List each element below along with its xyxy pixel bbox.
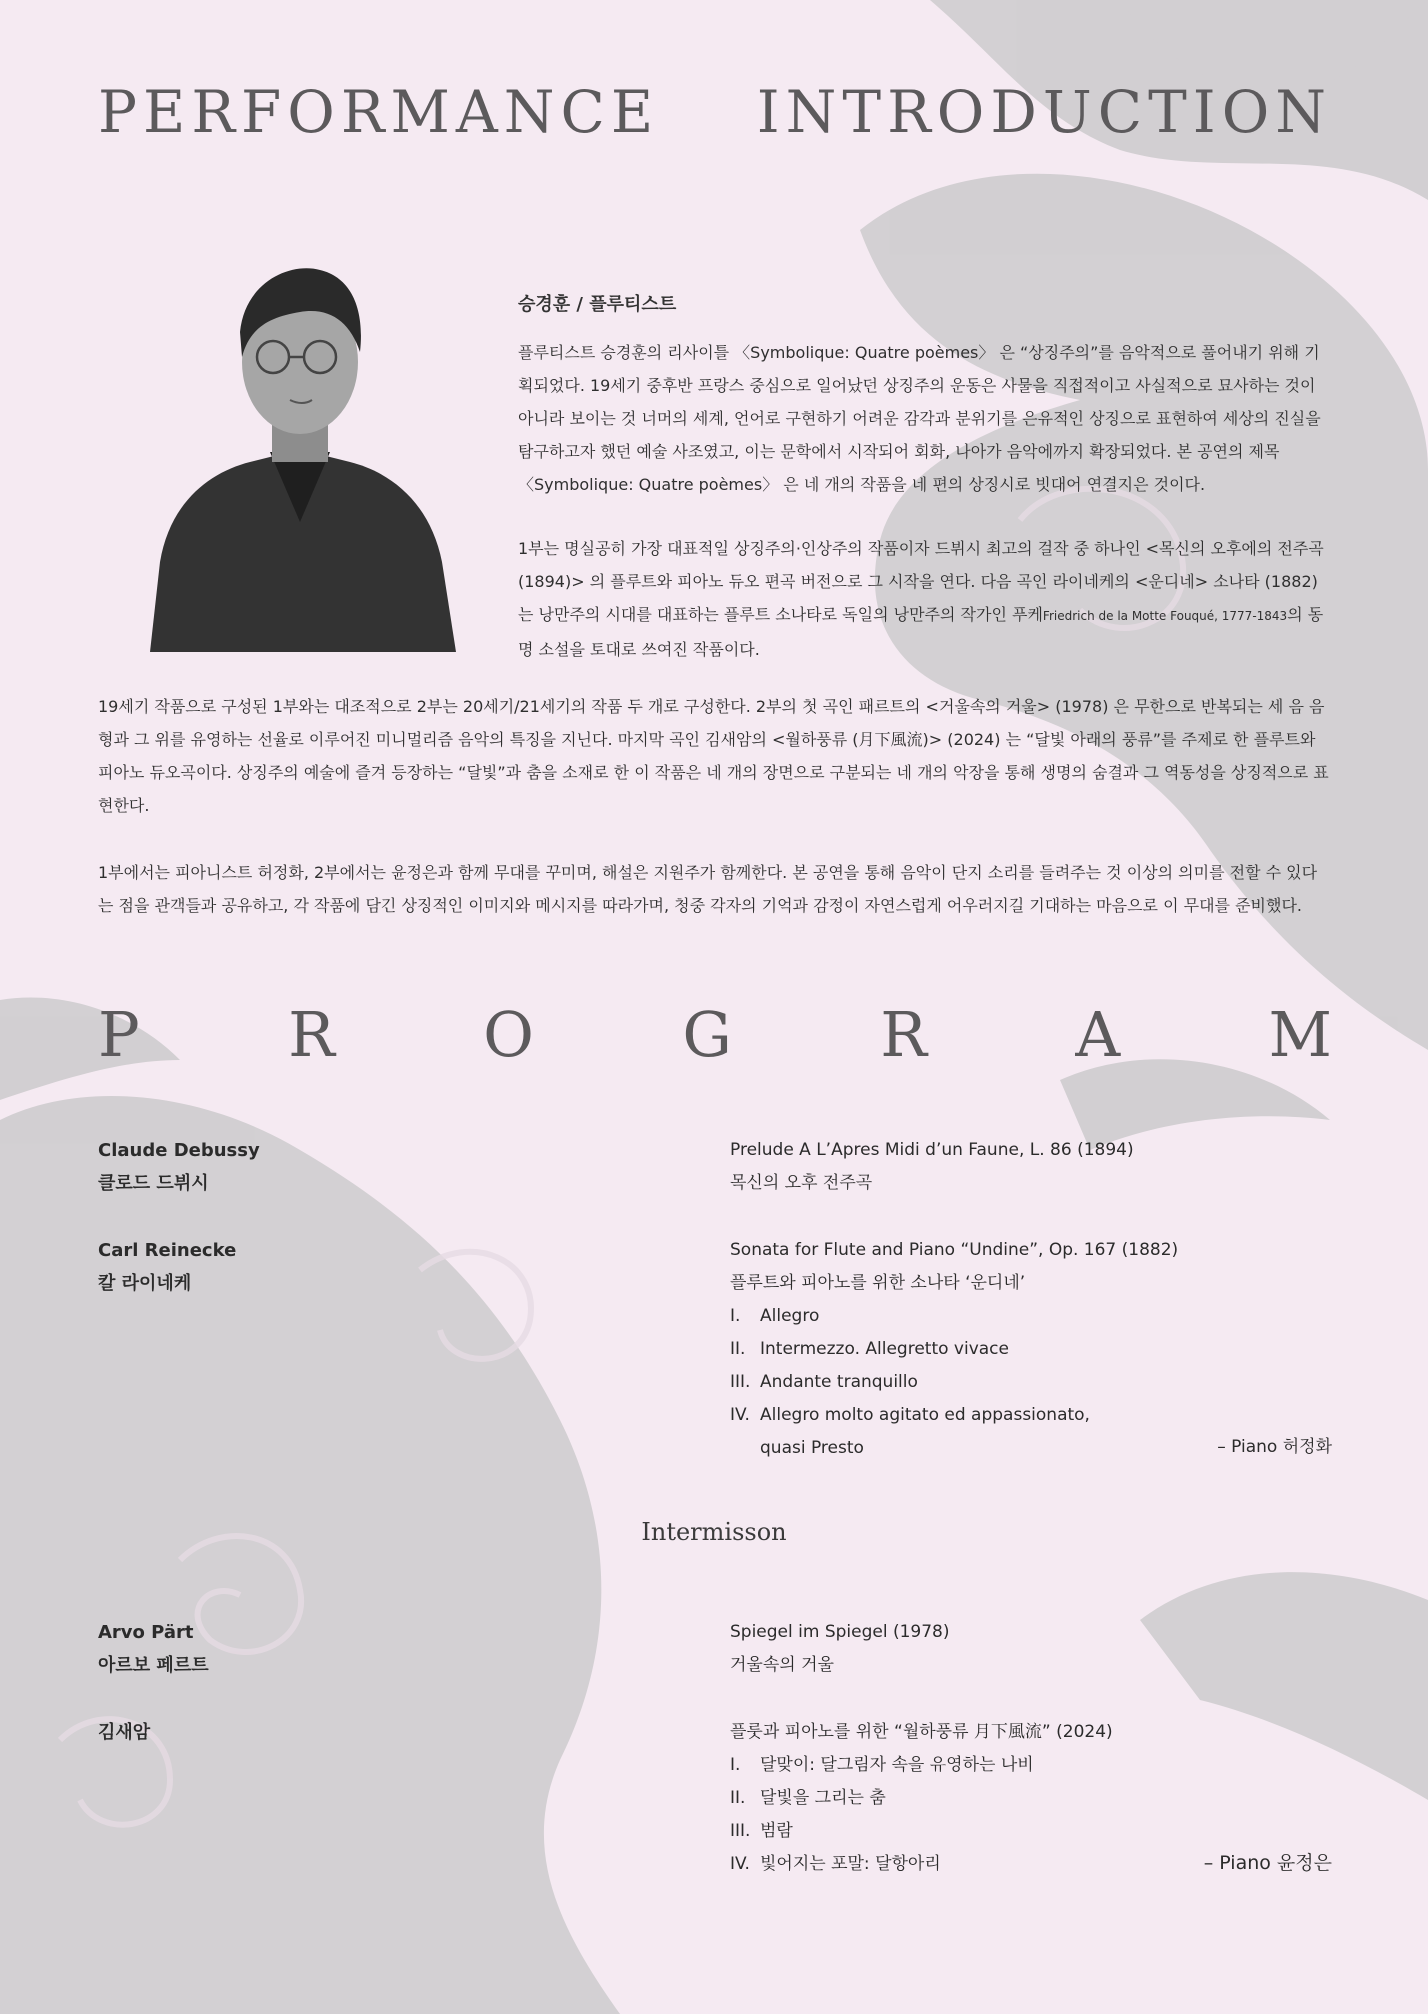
movement-item [730, 1782, 1332, 1815]
composer-reinecke [98, 1234, 236, 1300]
movement-item [730, 1399, 1332, 1432]
bio-paragraph-2 [518, 532, 1332, 666]
movement-number: IV. [730, 1854, 750, 1874]
composer-part [98, 1616, 209, 1682]
movement-number: II. [730, 1339, 746, 1359]
performer-credit-2: – Piano 윤정은 [1203, 1852, 1332, 1874]
page-title [98, 78, 1332, 146]
movement-name: 달빛을 그리는 춤 [760, 1788, 886, 1808]
work-part [730, 1616, 1332, 1682]
composer-name-ko: 칼 라이네케 [98, 1273, 192, 1294]
movement-item [730, 1300, 1332, 1333]
movement-number: III. [730, 1821, 751, 1841]
intro-paragraph-3: 19세기 작품으로 구성된 1부와는 대조적으로 2부는 20세기/21세기의 작품 두 개로 구성한다. 2부의 첫 곡인 패르트의 <거울속의 거울> (1978) 은 무한으로 반복되는 세 음 음형과 그 위를 유영하는 선율로 이루어진 미니멀리즘 음악의 특징을 지닌다. 마지막 곡인 김새암의 <월하풍류 (月下風流)> (2024) 는 “달빛 아래의 풍류”를 주제로 한 플루트와 피아노 듀오곡이다. 상징주의 예술에 즐겨 등장하는 “달빛”과 춤을 소재로 한 이 작품은 네 개의 장면으로 구분되는 네 개의 악장을 통해 생명의 숨결과 그 역동성을 상징적으로 표현한다. [98, 697, 1329, 815]
movement-item [730, 1366, 1332, 1399]
intro-paragraph-4: 1부에서는 피아니스트 허정화, 2부에서는 윤정은과 함께 무대를 꾸미며, 해설은 지원주가 함께한다. 본 공연을 통해 음악이 단지 소리를 들려주는 것 이상의 의미를 전할 수 있다는 점을 관객들과 공유하고, 각 작품에 담긴 상징적인 이미지와 메시지를 따라가며, 청중 각자의 기억과 감정이 자연스럽게 어우러지길 기대하는 마음으로 이 무대를 준비했다. [98, 863, 1318, 915]
movement-name: Intermezzo. Allegretto vivace [760, 1339, 1009, 1359]
movement-number: II. [730, 1788, 746, 1808]
composer-name-en: Arvo Pärt [98, 1622, 194, 1643]
composer-debussy [98, 1134, 260, 1200]
work-title: Prelude A L’Apres Midi d’un Faune, L. 86 (1894) [730, 1140, 1134, 1160]
composer-name-en: Claude Debussy [98, 1140, 260, 1161]
program-letter: P [98, 998, 140, 1071]
program-letter: G [682, 998, 732, 1071]
program-letter: R [288, 998, 335, 1071]
composer-name-ko: 김새암 [98, 1722, 151, 1743]
movement-name: Andante tranquillo [760, 1372, 918, 1392]
work-subtitle: 거울속의 거울 [730, 1655, 834, 1675]
work-title: Sonata for Flute and Piano “Undine”, Op. 167 (1882) [730, 1240, 1179, 1260]
performer-portrait [150, 262, 456, 652]
work-title: 플룻과 피아노를 위한 “월하풍류 月下風流” (2024) [730, 1722, 1113, 1742]
movement-number: IV. [730, 1405, 750, 1425]
bio-paragraph-2-end: 의 동명 소설을 토대로 쓰여진 작품이다. [518, 605, 1324, 659]
movement-number: I. [730, 1306, 741, 1326]
bio-paragraph-1: 플루티스트 승경훈의 리사이틀 〈Symbolique: Quatre poèmes〉 은 “상징주의”를 음악적으로 풀어내기 위해 기획되었다. 19세기 중후반 프랑스 중심으로 일어났던 상징주의 운동은 사물을 직접적이고 사실적으로 묘사하는 것이 아니라 보이는 것 너머의 세계, 언어로 구현하기 어려운 감각과 분위기를 은유적인 상징으로 표현하여 세상의 진실을 탐구하고자 했던 예술 사조였고, 이는 문학에서 시작되어 회화, 나아가 음악에까지 확장되었다. 본 공연의 제목 〈Symbolique: Quatre poèmes〉 은 네 개의 작품을 네 편의 상징시로 빗대어 연결지은 것이다. [518, 343, 1321, 494]
title-left: PERFORMANCE [98, 78, 660, 146]
intermission-label: Intermisson [641, 1518, 787, 1546]
movement-item [730, 1749, 1332, 1782]
program-letter: M [1268, 998, 1332, 1071]
movement-item [730, 1333, 1332, 1366]
bio-footnote-small: Friedrich de la Motte Fouqué, 1777-1843 [1042, 609, 1288, 623]
movement-name: 빛어지는 포말: 달항아리 [760, 1854, 941, 1874]
movement-name-cont: quasi Presto [760, 1438, 864, 1458]
work-debussy [730, 1134, 1332, 1200]
composer-name-ko: 아르보 페르트 [98, 1655, 209, 1676]
program-letter: O [483, 998, 534, 1071]
work-subtitle: 목신의 오후 전주곡 [730, 1173, 873, 1193]
movement-number: I. [730, 1755, 741, 1775]
movement-name: Allegro [760, 1306, 820, 1326]
movement-name: 범람 [760, 1821, 793, 1841]
program-heading [98, 998, 1332, 1071]
movement-number: III. [730, 1372, 751, 1392]
bio-section [518, 290, 1332, 697]
movement-item [730, 1815, 1332, 1848]
composer-kim [98, 1716, 150, 1749]
bio-paragraph-2-text: 1부는 명실공히 가장 대표적일 상징주의·인상주의 작품이자 드뷔시 최고의 걸작 중 하나인 <목신의 오후에의 전주곡 (1894)> 의 플루트와 피아노 듀오 편곡 버전으로 그 시작을 연다. 다음 곡인 라이네케의 <운디네> 소나타 (1882)는 낭만주의 시대를 대표하는 플루트 소나타로 독일의 낭만주의 작가인 푸케 [518, 539, 1324, 624]
composer-name-ko: 클로드 드뷔시 [98, 1173, 209, 1194]
program-letter: A [1075, 998, 1121, 1071]
composer-name-en: Carl Reinecke [98, 1240, 237, 1261]
title-right: INTRODUCTION [756, 78, 1332, 146]
performer-name: 승경훈 / 플루티스트 [518, 294, 677, 315]
work-reinecke [730, 1234, 1332, 1465]
movement-name: Allegro molto agitato ed appassionato, [760, 1405, 1090, 1425]
movement-name: 달맞이: 달그림자 속을 유영하는 나비 [760, 1755, 1034, 1775]
work-title: Spiegel im Spiegel (1978) [730, 1622, 950, 1642]
program-letter: R [880, 998, 927, 1071]
performer-credit-1: – Piano 허정화 [1217, 1437, 1332, 1457]
work-subtitle: 플루트와 피아노를 위한 소나타 ‘운디네’ [730, 1273, 1026, 1293]
